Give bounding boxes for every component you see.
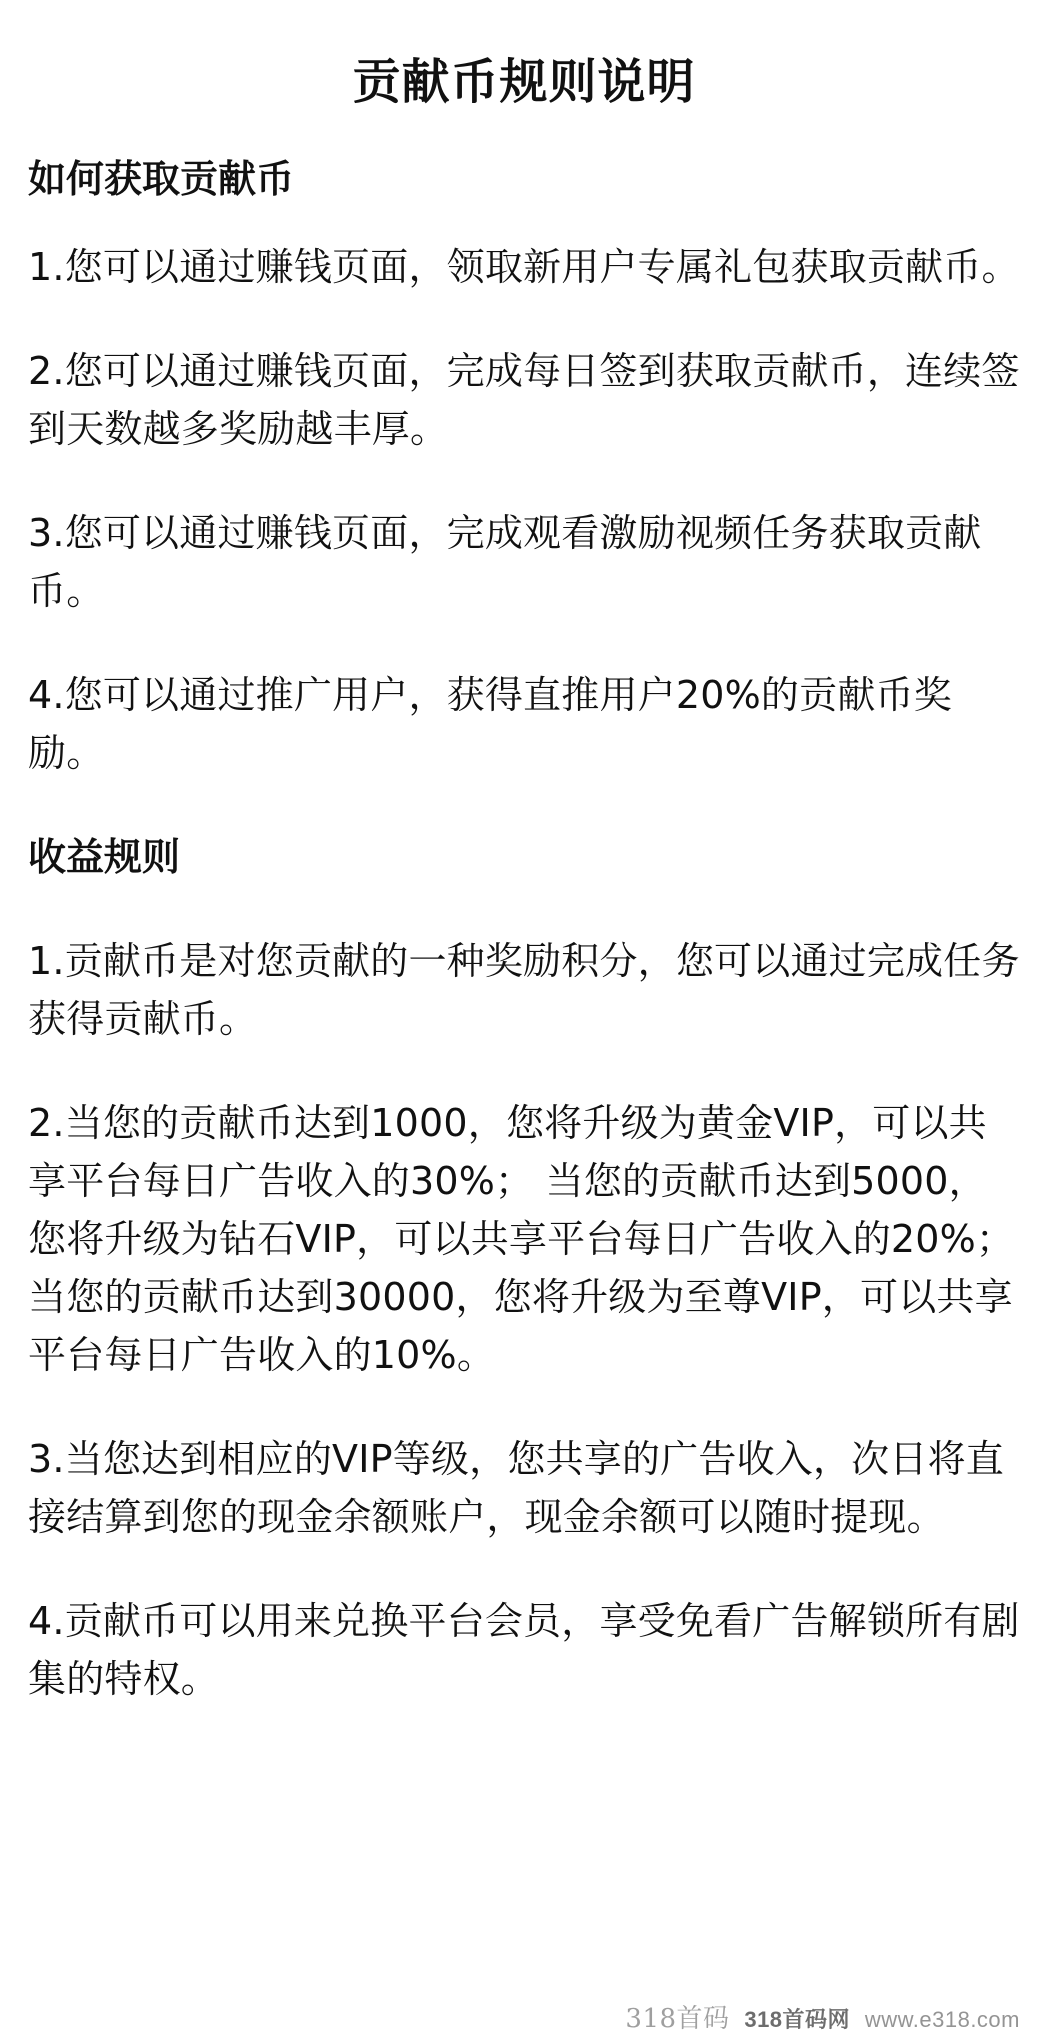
rule-item: 3.您可以通过赚钱页面，完成观看激励视频任务获取贡献币。 bbox=[28, 511, 982, 613]
watermark-prefix: 318首码 bbox=[625, 2004, 730, 2034]
section-heading-how-to-get: 如何获取贡献币 bbox=[28, 157, 295, 201]
section-heading-earnings-rules: 收益规则 bbox=[28, 835, 181, 879]
how-to-get-contribution-coins-section bbox=[28, 150, 1020, 782]
rule-item: 2.当您的贡献币达到1000，您将升级为黄金VIP，可以共享平台每日广告收入的30%； 当您的贡献币达到5000，您将升级为钻石VIP，可以共享平台每日广告收入的20%； 当您的贡献币达到30000，您将升级为至尊VIP，可以共享平台每日广告收入的10%。 bbox=[28, 1101, 1015, 1377]
site-watermark bbox=[625, 2001, 1020, 2038]
watermark-brand: 318首码网 bbox=[744, 2007, 851, 2032]
rule-item: 4.您可以通过推广用户，获得直推用户20%的贡献币奖励。 bbox=[28, 673, 952, 775]
rule-item: 3.当您达到相应的VIP等级，您共享的广告收入，次日将直接结算到您的现金余额账户，现金余额可以随时提现。 bbox=[28, 1437, 1004, 1539]
rule-item: 1.您可以通过赚钱页面，领取新用户专属礼包获取贡献币。 bbox=[28, 245, 1020, 289]
page-title: 贡献币规则说明 bbox=[352, 54, 696, 110]
earnings-rules-section bbox=[28, 828, 1020, 1708]
watermark-domain: www.e318.com bbox=[864, 2007, 1020, 2032]
rule-item: 4.贡献币可以用来兑换平台会员，享受免看广告解锁所有剧集的特权。 bbox=[28, 1599, 1020, 1701]
rule-item: 2.您可以通过赚钱页面，完成每日签到获取贡献币，连续签到天数越多奖励越丰厚。 bbox=[28, 349, 1020, 451]
rule-item: 1.贡献币是对您贡献的一种奖励积分，您可以通过完成任务获得贡献币。 bbox=[28, 939, 1020, 1041]
